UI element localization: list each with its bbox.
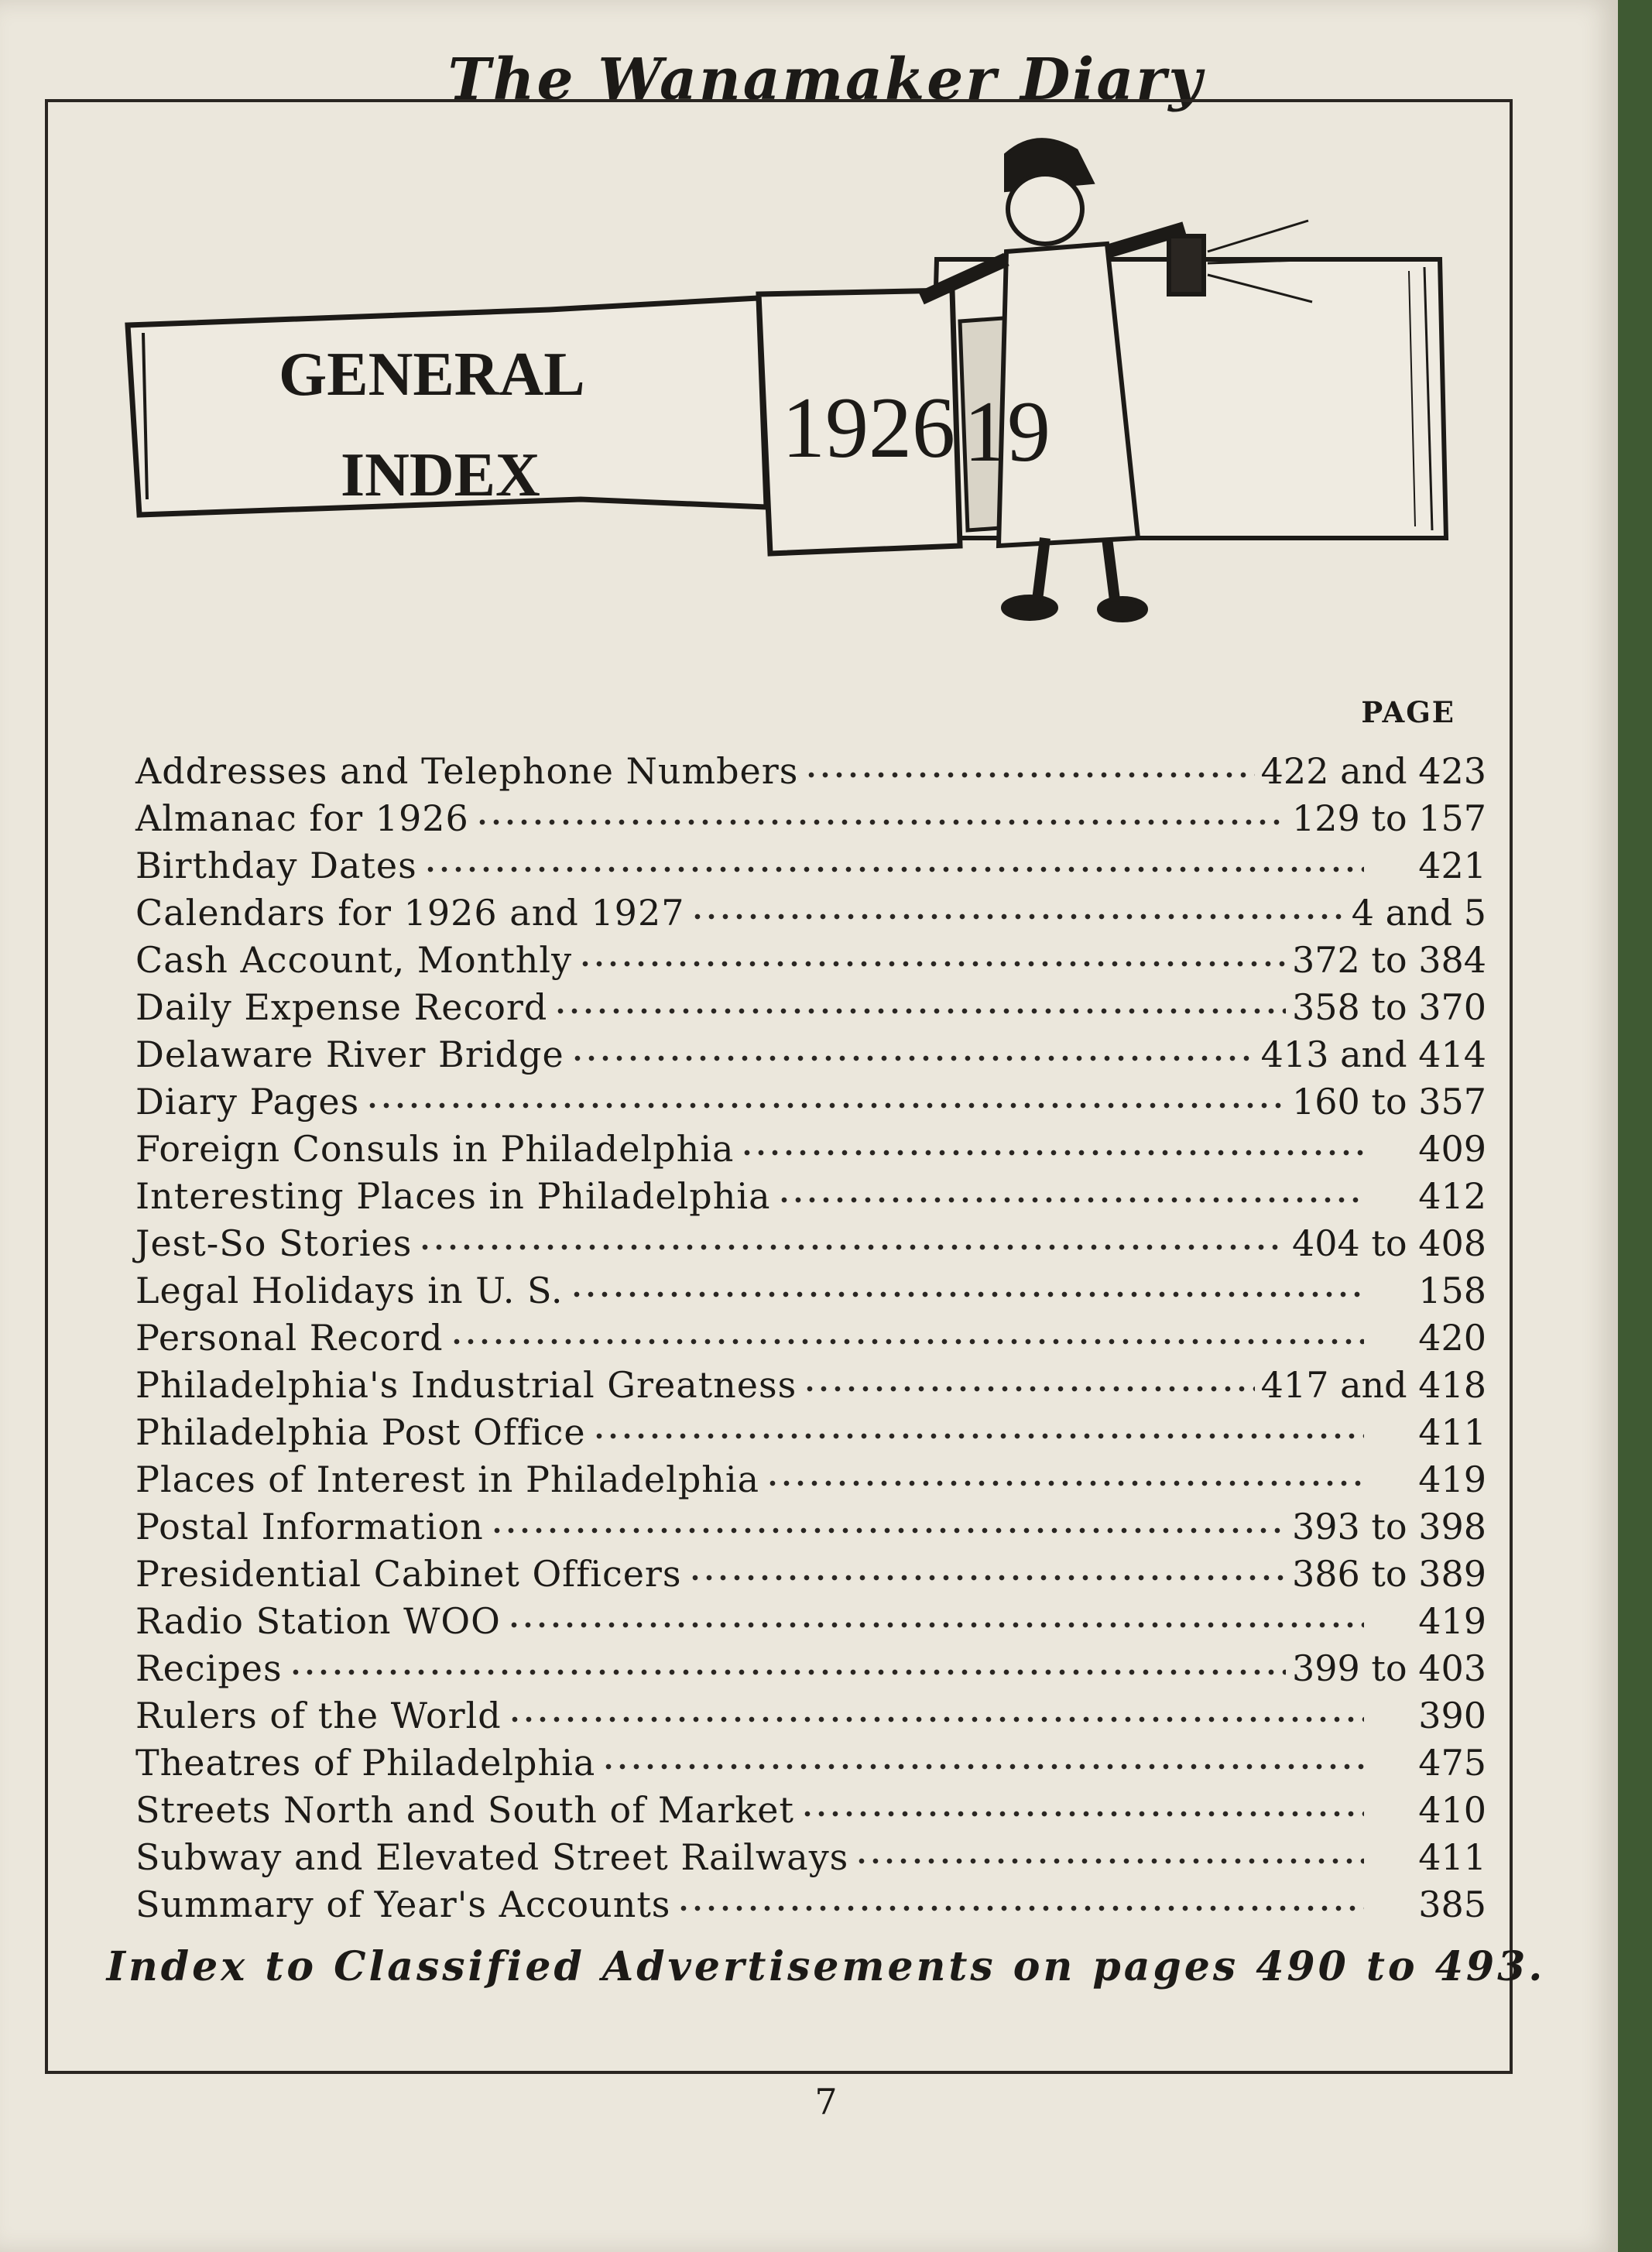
index-entry: [135, 1644, 1486, 1689]
entry-label: Recipes: [135, 1647, 283, 1689]
entry-label: Postal Information: [135, 1506, 484, 1548]
entry-page: 475: [1418, 1742, 1486, 1784]
index-entry: [135, 1786, 1486, 1831]
index-entry: [135, 1503, 1486, 1548]
index-entry: [135, 1597, 1486, 1642]
index-entry: [135, 1314, 1486, 1359]
entry-page: 393 to 398: [1291, 1506, 1486, 1548]
entry-page: 417 and 418: [1260, 1364, 1486, 1406]
entry-page: 358 to 370: [1291, 986, 1486, 1028]
index-entry: [135, 1125, 1486, 1170]
banner-year-partial: 19: [964, 384, 1050, 480]
entry-label: Presidential Cabinet Officers: [135, 1553, 682, 1595]
entry-label: Addresses and Telephone Numbers: [135, 750, 799, 792]
index-entry: [135, 842, 1486, 886]
index-entry: [135, 1550, 1486, 1595]
entry-page: 372 to 384: [1291, 939, 1486, 981]
index-entry: [135, 1739, 1486, 1784]
entry-label: Philadelphia Post Office: [135, 1411, 586, 1453]
index-entry: [135, 1267, 1486, 1311]
entry-page: 160 to 357: [1291, 1081, 1486, 1123]
entry-page: 420: [1418, 1317, 1486, 1359]
index-entry: [135, 1692, 1486, 1736]
entry-label: Foreign Consuls in Philadelphia: [135, 1128, 735, 1170]
index-entry: [135, 936, 1486, 981]
entry-page: 386 to 389: [1291, 1553, 1486, 1595]
entry-label: Personal Record: [135, 1317, 444, 1359]
entry-page: 390: [1418, 1695, 1486, 1736]
banner-year: 1926: [782, 380, 955, 476]
entry-label: Radio Station WOO: [135, 1600, 501, 1642]
entry-page: 413 and 414: [1260, 1033, 1486, 1075]
entry-label: Philadelphia's Industrial Greatness: [135, 1364, 797, 1406]
entry-page: 410: [1418, 1789, 1486, 1831]
banner-line-1: GENERAL: [279, 341, 585, 409]
entry-page: 411: [1418, 1836, 1486, 1878]
banner-line-2: INDEX: [341, 441, 540, 509]
running-header: The Wanamaker Diary: [447, 46, 1205, 113]
entry-page: 421: [1418, 845, 1486, 886]
index-entry: [135, 1172, 1486, 1217]
entry-page: 158: [1418, 1270, 1486, 1311]
index-entry: [135, 1078, 1486, 1123]
entry-label: Cash Account, Monthly: [135, 939, 573, 981]
entry-label: Diary Pages: [135, 1081, 360, 1123]
entry-page: 422 and 423: [1260, 750, 1486, 792]
entry-page: 404 to 408: [1291, 1222, 1486, 1264]
index-entry: [135, 1408, 1486, 1453]
entry-label: Calendars for 1926 and 1927: [135, 892, 685, 934]
page-column-heading: PAGE: [1361, 695, 1455, 729]
index-entry: [135, 1455, 1486, 1500]
entry-page: 419: [1418, 1458, 1486, 1500]
entry-label: Summary of Year's Accounts: [135, 1884, 671, 1925]
entry-page: 409: [1418, 1128, 1486, 1170]
entry-label: Almanac for 1926: [135, 797, 469, 839]
index-entry: [135, 794, 1486, 839]
index-entry: [135, 1219, 1486, 1264]
page-number: 7: [814, 2081, 838, 2123]
entry-label: Streets North and South of Market: [135, 1789, 794, 1831]
index-entry: [135, 1833, 1486, 1878]
entry-page: 399 to 403: [1291, 1647, 1486, 1689]
entry-label: Places of Interest in Philadelphia: [135, 1458, 760, 1500]
index-entry: [135, 889, 1486, 934]
entry-label: Daily Expense Record: [135, 986, 548, 1028]
entry-label: Jest-So Stories: [135, 1222, 413, 1264]
entry-label: Rulers of the World: [135, 1695, 502, 1736]
entry-page: 129 to 157: [1291, 797, 1486, 839]
entry-page: 385: [1418, 1884, 1486, 1925]
entry-label: Delaware River Bridge: [135, 1033, 564, 1075]
entry-label: Interesting Places in Philadelphia: [135, 1175, 771, 1217]
classified-ads-note: Index to Classified Advertisements on pages 490 to 493.: [106, 1943, 1546, 1990]
entry-page: 412: [1418, 1175, 1486, 1217]
index-entry: [135, 1880, 1486, 1925]
entry-page: 419: [1418, 1600, 1486, 1642]
index-entry: [135, 983, 1486, 1028]
entry-label: Theatres of Philadelphia: [135, 1742, 596, 1784]
entry-label: Subway and Elevated Street Railways: [135, 1836, 849, 1878]
entry-page: 411: [1418, 1411, 1486, 1453]
entry-label: Birthday Dates: [135, 845, 417, 886]
entry-page: 4 and 5: [1351, 892, 1486, 934]
index-entry: [135, 1361, 1486, 1406]
entry-label: Legal Holidays in U. S.: [135, 1270, 564, 1311]
index-entry: [135, 747, 1486, 792]
index-entry: [135, 1030, 1486, 1075]
